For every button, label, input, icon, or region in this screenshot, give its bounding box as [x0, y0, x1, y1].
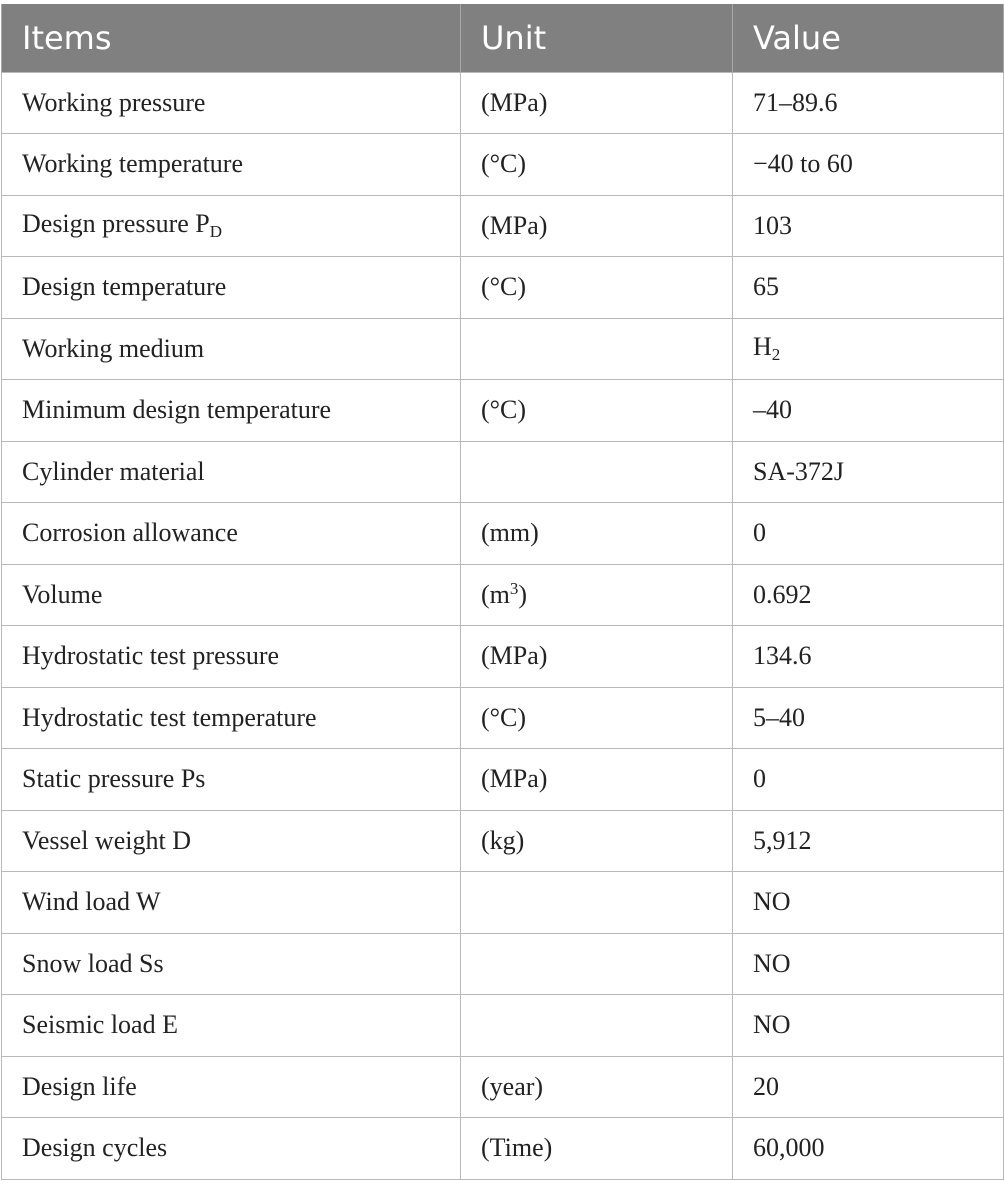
table-row — [2, 380, 1004, 442]
table-row — [2, 318, 1004, 380]
table-row — [2, 195, 1004, 257]
table-row — [2, 872, 1004, 934]
unit-cell — [461, 995, 733, 1057]
unit-cell: (MPa) — [461, 72, 733, 134]
unit-cell: (°C) — [461, 257, 733, 319]
table-row — [2, 749, 1004, 811]
item-cell: Working medium — [2, 318, 461, 380]
item-cell: Hydrostatic test temperature — [2, 687, 461, 749]
value-cell: 5–40 — [733, 687, 1004, 749]
table-body — [2, 72, 1004, 1179]
header-unit: Unit — [461, 4, 733, 72]
table-row — [2, 257, 1004, 319]
table-row — [2, 441, 1004, 503]
item-cell: Design cycles — [2, 1118, 461, 1180]
table-row — [2, 995, 1004, 1057]
table-row — [2, 564, 1004, 626]
header-value: Value — [733, 4, 1004, 72]
value-cell: 0.692 — [733, 564, 1004, 626]
item-cell: Seismic load E — [2, 995, 461, 1057]
value-cell: 71–89.6 — [733, 72, 1004, 134]
value-cell: 65 — [733, 257, 1004, 319]
item-cell: Wind load W — [2, 872, 461, 934]
table-row — [2, 72, 1004, 134]
table-row — [2, 503, 1004, 565]
item-cell: Volume — [2, 564, 461, 626]
item-cell: Working temperature — [2, 134, 461, 196]
unit-cell: (°C) — [461, 134, 733, 196]
unit-cell: (°C) — [461, 687, 733, 749]
unit-cell: (mm) — [461, 503, 733, 565]
unit-cell — [461, 441, 733, 503]
item-cell: Vessel weight D — [2, 810, 461, 872]
item-cell: Design pressure $P_D$ — [2, 195, 461, 257]
table-row — [2, 626, 1004, 688]
value-cell: 60,000 — [733, 1118, 1004, 1180]
value-cell: NO — [733, 872, 1004, 934]
header-items: Items — [2, 4, 461, 72]
value-cell: NO — [733, 995, 1004, 1057]
table-row — [2, 810, 1004, 872]
unit-cell: (kg) — [461, 810, 733, 872]
value-cell: 103 — [733, 195, 1004, 257]
item-cell: Hydrostatic test pressure — [2, 626, 461, 688]
value-cell: NO — [733, 933, 1004, 995]
unit-cell: (MPa) — [461, 626, 733, 688]
unit-cell: (MPa) — [461, 749, 733, 811]
unit-cell: (year) — [461, 1056, 733, 1118]
unit-cell: (Time) — [461, 1118, 733, 1180]
item-cell: Working pressure — [2, 72, 461, 134]
item-cell: Static pressure Ps — [2, 749, 461, 811]
unit-cell: $(m^3)$ — [461, 564, 733, 626]
unit-cell — [461, 933, 733, 995]
value-cell: 20 — [733, 1056, 1004, 1118]
table-row — [2, 134, 1004, 196]
parameters-table — [1, 4, 1004, 1180]
item-cell: Cylinder material — [2, 441, 461, 503]
unit-cell — [461, 318, 733, 380]
value-cell: –40 — [733, 380, 1004, 442]
item-cell: Corrosion allowance — [2, 503, 461, 565]
table-row — [2, 687, 1004, 749]
table-row — [2, 933, 1004, 995]
table-row — [2, 1118, 1004, 1180]
value-cell: −40 to 60 — [733, 134, 1004, 196]
unit-cell: (MPa) — [461, 195, 733, 257]
value-cell: 134.6 — [733, 626, 1004, 688]
item-cell: Design life — [2, 1056, 461, 1118]
table-row — [2, 1056, 1004, 1118]
unit-cell — [461, 872, 733, 934]
value-cell: $H_2$ — [733, 318, 1004, 380]
header-row — [2, 4, 1004, 72]
item-cell: Minimum design temperature — [2, 380, 461, 442]
value-cell: SA-372J — [733, 441, 1004, 503]
unit-cell: (°C) — [461, 380, 733, 442]
item-cell: Snow load Ss — [2, 933, 461, 995]
value-cell: 0 — [733, 749, 1004, 811]
value-cell: 5,912 — [733, 810, 1004, 872]
value-cell: 0 — [733, 503, 1004, 565]
item-cell: Design temperature — [2, 257, 461, 319]
